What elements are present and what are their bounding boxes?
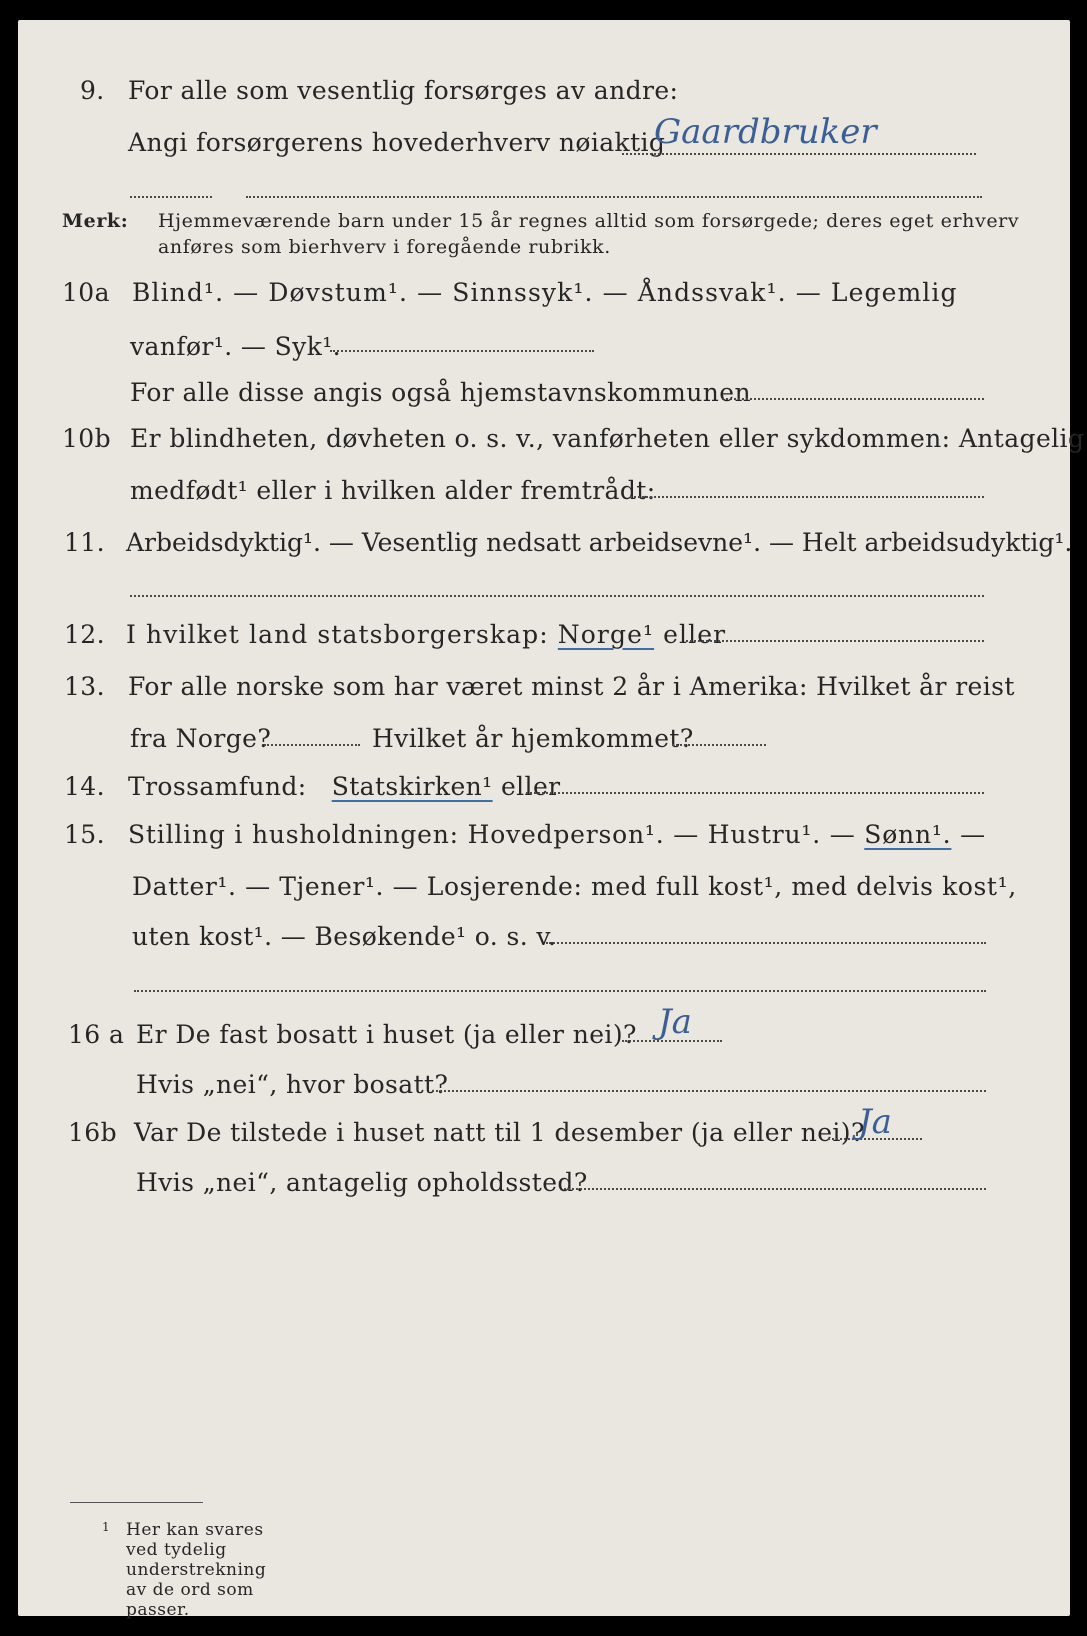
q16b-number: 16b [68,1118,118,1147]
q16a-handwritten-answer: Ja [658,1002,692,1042]
q15-text-2: Datter¹. — Tjener¹. — Losjerende: med full kost¹, med delvis kost¹, [132,872,1017,901]
merk-text-2: anføres som bierhverv i foregående rubrikk. [158,236,611,258]
q12-answer-line [686,640,984,642]
merk-text-1: Hjemmeværende barn under 15 år regnes alltid som forsørgede; deres eget erhverv [158,210,1020,232]
q10a-kommune-line [722,398,984,400]
q9-text-1: For alle som vesentlig forsørges av andre: [128,76,679,105]
q9-extra-line-b [246,196,982,198]
q12-underlined-answer: Norge¹ [557,620,655,649]
q16a-number: 16 a [68,1020,125,1049]
q12-text [126,620,726,649]
q15-text-1 [128,820,986,849]
q10a-text-1: Blind¹. — Døvstum¹. — Sinnssyk¹. — Åndssvak¹. — Legemlig [132,278,958,307]
q15-text-3: uten kost¹. — Besøkende¹ o. s. v. [132,922,557,951]
q9-handwritten-answer: Gaardbruker [654,112,877,152]
footnote-rule [70,1502,203,1503]
q13-text-1: For alle norske som har været minst 2 år i Amerika: Hvilket år reist [128,672,1015,701]
q11-text-1: Arbeidsdyktig¹. — Vesentlig nedsatt arbeidsevne¹. — Helt arbeidsudyktig¹. [126,528,1073,557]
q14-number: 14. [64,772,105,801]
q16a-text-2: Hvis „nei“, hvor bosatt? [136,1070,449,1099]
q9-number: 9. [80,76,105,105]
q14-underlined-answer: Statskirken¹ [331,772,493,801]
q13-number: 13. [64,672,105,701]
footnote-marker: 1 [102,1520,111,1534]
q10b-text-2: medfødt¹ eller i hvilken alder fremtrådt: [130,476,656,505]
q12-question: I hvilket land statsborgerskap: [126,620,549,649]
q15-dash: — [960,820,986,849]
q16b-text-1: Var De tilstede i huset natt til 1 desember (ja eller nei)? [134,1118,865,1147]
q11-number: 11. [64,528,105,557]
q16a-bosatt-line [432,1090,986,1092]
q12-number: 12. [64,620,105,649]
q10a-text-3: For alle disse angis også hjemstavnskommunen [130,378,751,407]
q15-underlined-answer: Sønn¹. [864,820,952,849]
q14-answer-line [526,792,984,794]
q15-stilling: Stilling i husholdningen: Hovedperson¹. — Hustru¹. — [128,820,856,849]
q13-text-2b: Hvilket år hjemkommet? [372,724,694,753]
q14-eller: eller [500,772,561,801]
q16b-opholdssted-line [564,1188,986,1190]
footnote-text: Her kan svares ved tydelig understrekning av de ord som passer. [126,1520,267,1620]
q14-text [128,772,561,801]
q15-extra-line [134,990,986,992]
q9-extra-line-a [130,196,212,198]
q9-answer-line [622,153,976,155]
q10a-number: 10a [62,278,110,307]
q12-eller: eller [663,620,727,649]
q14-question: Trossamfund: [128,772,307,801]
census-form-page [18,20,1085,1620]
q9-text-2: Angi forsørgerens hovederhverv nøiaktig [128,128,666,157]
q16b-text-2: Hvis „nei“, antagelig opholdssted? [136,1168,588,1197]
merk-label: Merk: [62,210,129,232]
q15-number: 15. [64,820,105,849]
q16a-text-1: Er De fast bosatt i huset (ja eller nei)? [136,1020,637,1049]
q13-reist-line [264,744,360,746]
q15-answer-line [546,942,986,944]
q10a-text-2: vanfør¹. — Syk¹. [130,332,342,361]
q10a-syk-line [330,350,594,352]
q10b-number: 10b [62,424,112,453]
q11-answer-line [130,595,984,597]
q10b-text-1: Er blindheten, døvheten o. s. v., vanførheten eller sykdommen: Antagelig [130,424,1085,453]
q10b-answer-line [630,496,984,498]
q16b-handwritten-answer: Ja [858,1102,892,1142]
q13-hjemkommet-line [672,744,766,746]
q13-text-2a: fra Norge? [130,724,272,753]
